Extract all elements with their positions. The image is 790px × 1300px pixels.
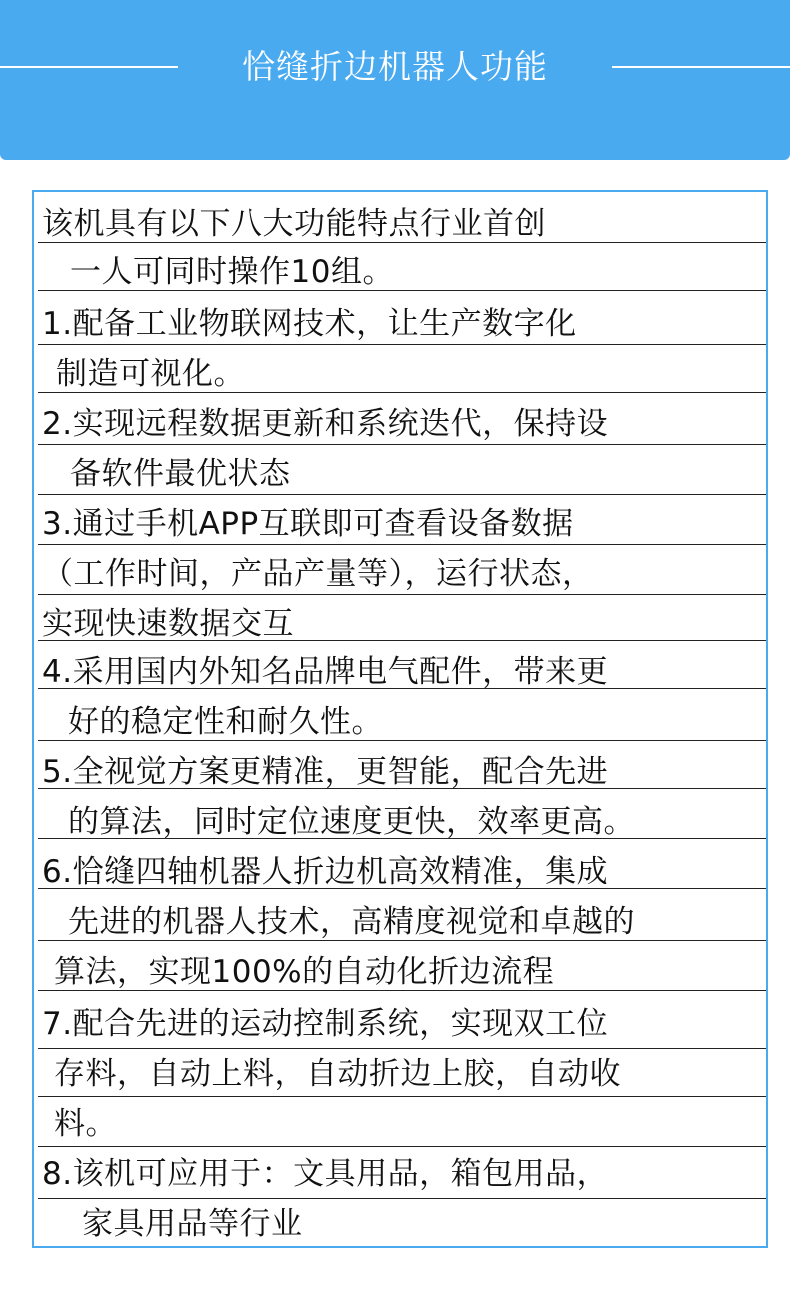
separator xyxy=(38,494,766,495)
separator xyxy=(38,1048,766,1049)
text-line-item-5: 5.全视觉方案更精准，更智能，配合先进 xyxy=(42,754,609,790)
separator xyxy=(38,1198,766,1199)
text-line-item-7: 7.配合先进的运动控制系统，实现双工位 xyxy=(42,1006,609,1042)
text-line-item-3-cont: （工作时间，产品产量等），运行状态， xyxy=(42,556,594,592)
separator xyxy=(38,1146,766,1147)
text-line-item-4: 4.采用国内外知名品牌电气配件，带来更 xyxy=(42,654,609,690)
separator xyxy=(38,594,766,595)
separator xyxy=(38,1096,766,1097)
text-line-item-6: 6.恰缝四轴机器人折边机高效精准，集成 xyxy=(42,854,609,890)
text-line-item-3-cont: 实现快速数据交互 xyxy=(42,606,294,642)
text-line-item-2: 2.实现远程数据更新和系统迭代，保持设 xyxy=(42,406,609,442)
text-line-intro-cont: 一人可同时操作10组。 xyxy=(70,254,394,290)
text-line-item-4-cont: 好的稳定性和耐久性。 xyxy=(68,704,383,740)
text-line-item-6-cont: 先进的机器人技术，高精度视觉和卓越的 xyxy=(68,904,635,940)
header-banner xyxy=(0,0,790,160)
separator xyxy=(38,344,766,345)
text-line-item-3: 3.通过手机APP互联即可查看设备数据 xyxy=(42,506,574,542)
text-line-item-2-cont: 备软件最优状态 xyxy=(70,456,291,492)
text-line-item-6-cont: 算法，实现100%的自动化折边流程 xyxy=(54,954,555,990)
header-rule-right xyxy=(612,66,790,68)
separator xyxy=(38,544,766,545)
text-line-item-8-cont: 家具用品等行业 xyxy=(82,1206,303,1242)
header-rule-left xyxy=(0,66,178,68)
text-line-intro: 该机具有以下八大功能特点行业首创 xyxy=(42,206,546,242)
text-line-item-8: 8.该机可应用于：文具用品，箱包用品， xyxy=(42,1156,609,1192)
text-line-item-7-cont: 料。 xyxy=(54,1106,117,1142)
text-line-item-1-cont: 制造可视化。 xyxy=(56,356,245,392)
text-line-item-7-cont: 存料，自动上料，自动折边上胶，自动收 xyxy=(54,1056,621,1092)
page-title: 恰缝折边机器人功能 xyxy=(242,47,548,86)
separator xyxy=(38,444,766,445)
text-line-item-5-cont: 的算法，同时定位速度更快，效率更高。 xyxy=(68,804,635,840)
text-line-item-1: 1.配备工业物联网技术，让生产数字化 xyxy=(42,306,577,342)
